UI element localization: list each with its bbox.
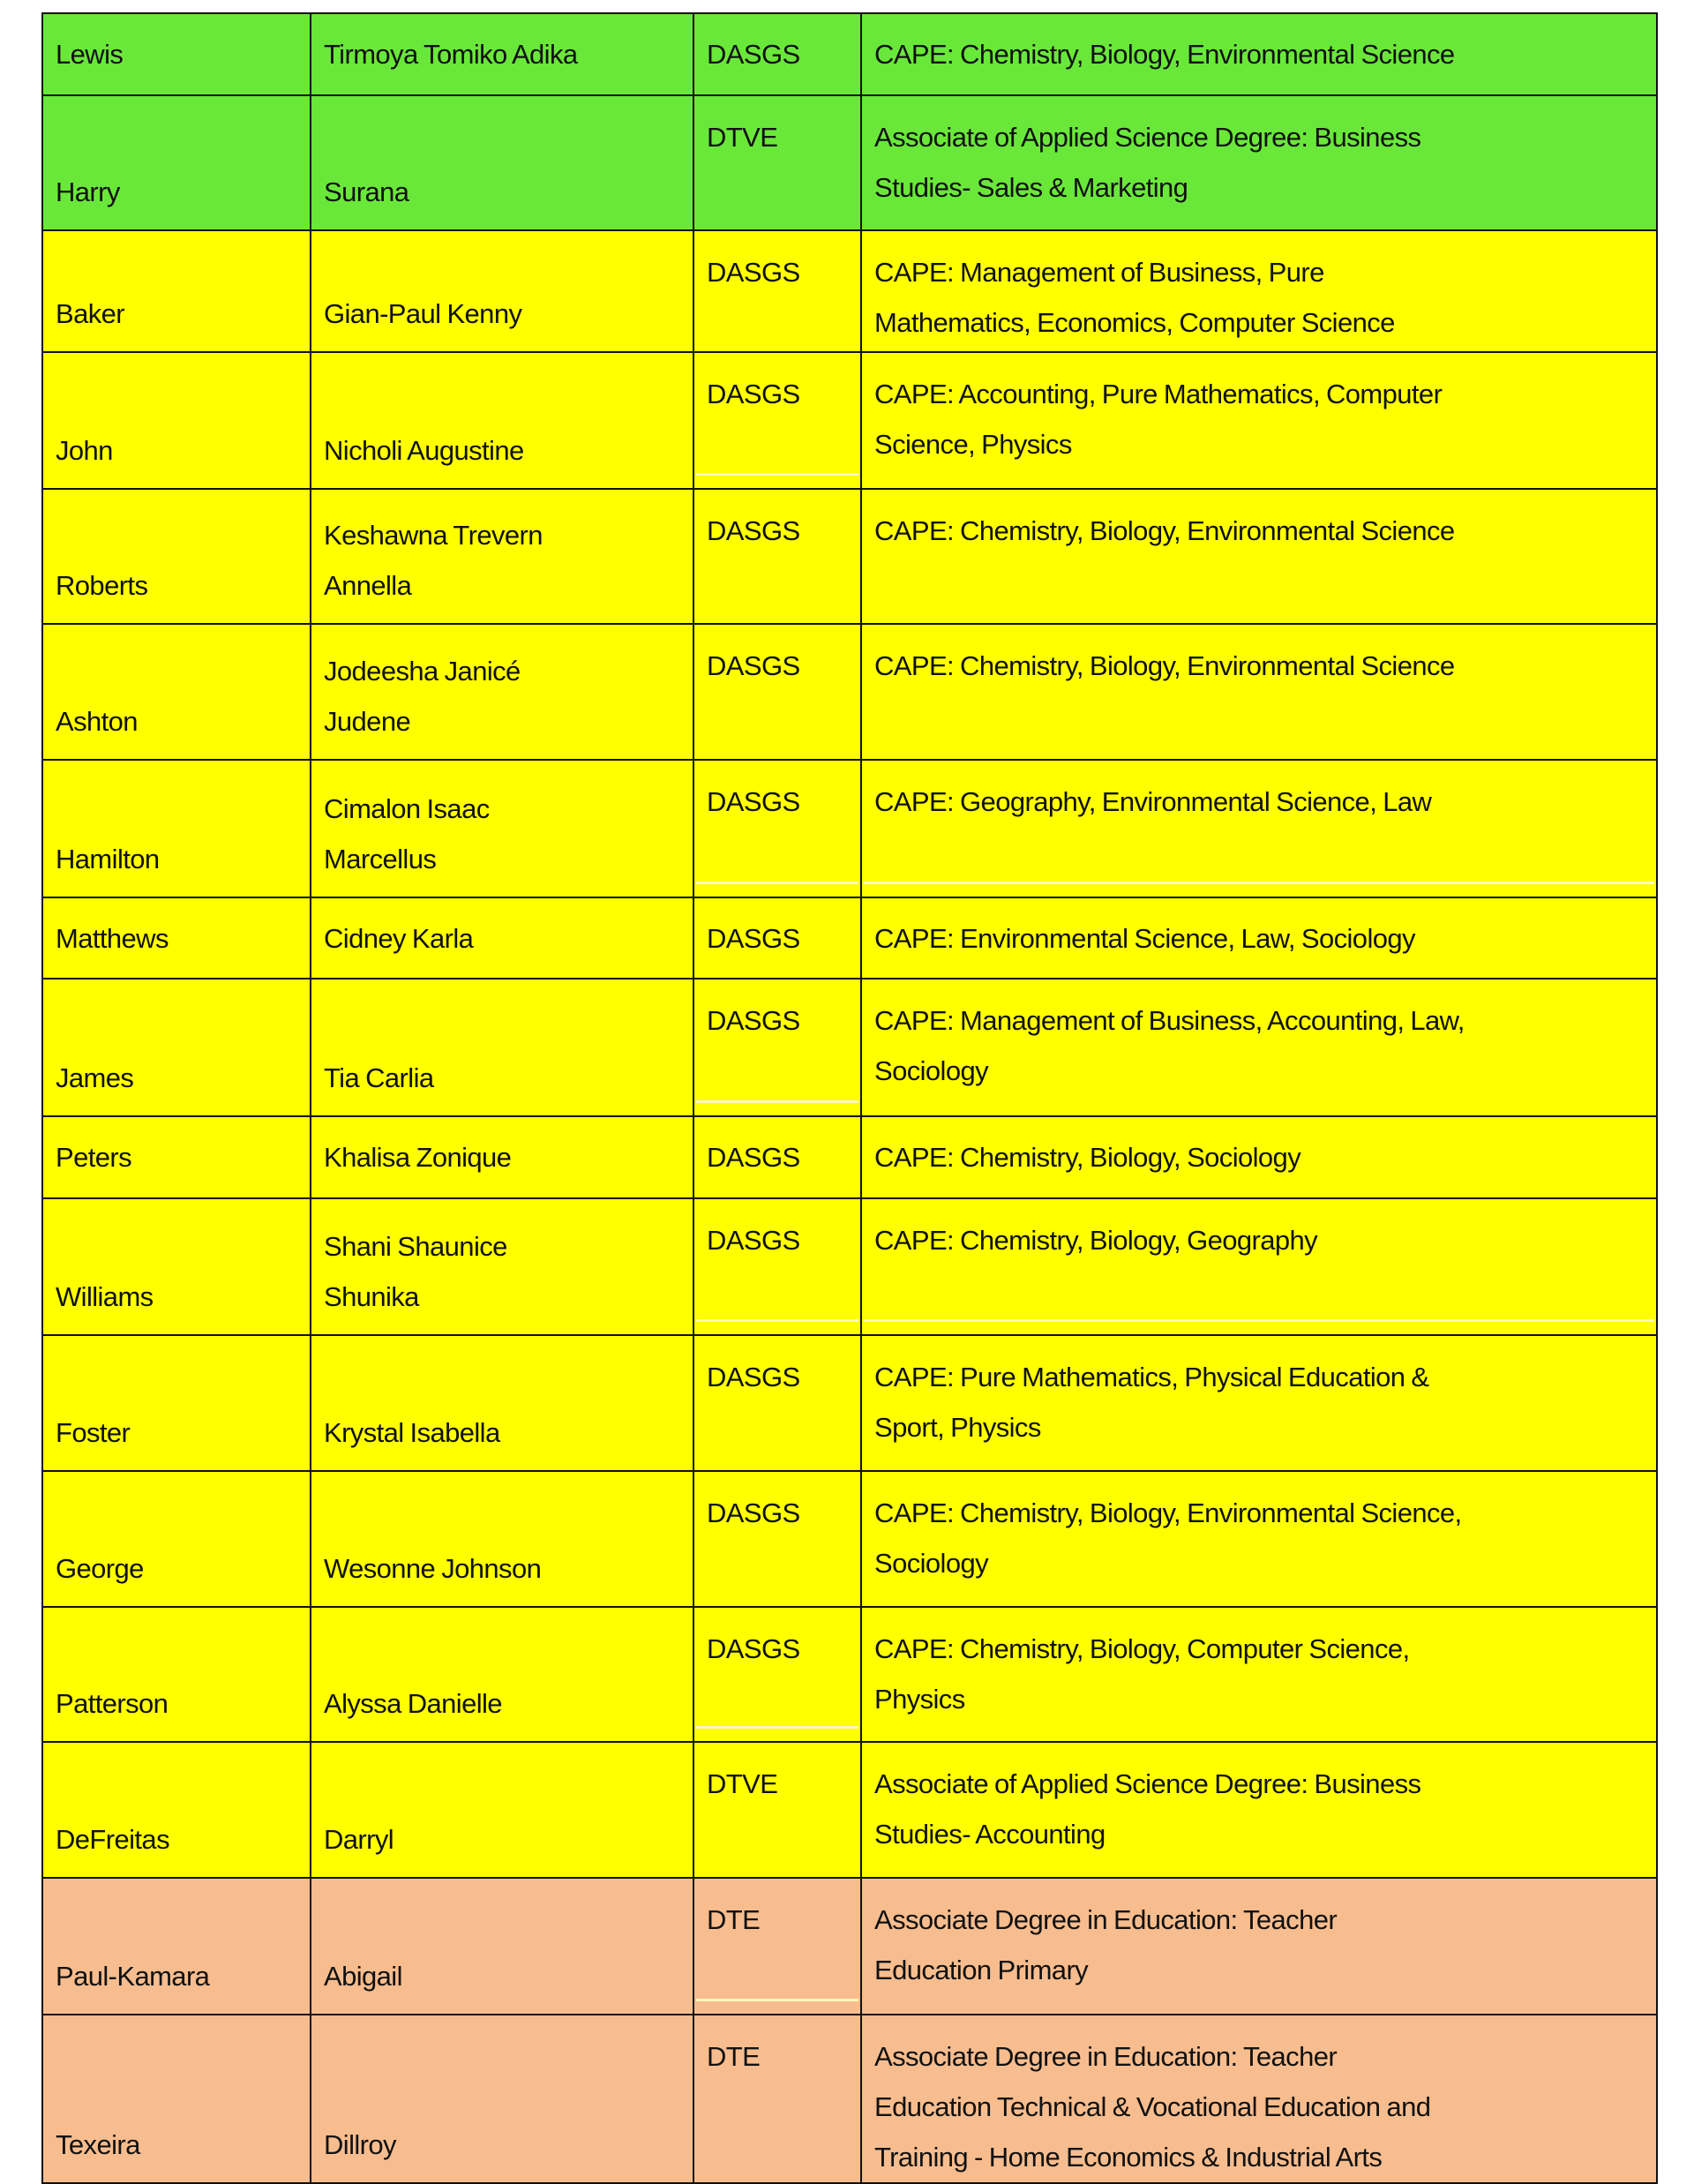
- programme-cell-text: CAPE: Chemistry, Biology, Environmental Science: [874, 650, 1455, 681]
- programme-cell-text: CAPE: Management of Business, Accounting, Law,: [874, 1005, 1465, 1036]
- first-names-cell-text: Krystal Isabella: [324, 1417, 500, 1448]
- division-cell-text: DASGS: [707, 1225, 800, 1256]
- first-names-cell: [311, 1878, 693, 2015]
- table-row: [42, 1116, 1657, 1198]
- surname-cell-text: Paul-Kamara: [56, 1961, 210, 1992]
- surname-cell: [42, 624, 311, 760]
- division-cell: [693, 13, 861, 95]
- table-row: [42, 979, 1657, 1116]
- division-cell: [693, 897, 861, 979]
- surname-cell: [42, 230, 311, 352]
- programme-cell: [861, 352, 1657, 489]
- surname-cell-text: John: [56, 435, 113, 466]
- first-names-cell: [311, 352, 693, 489]
- surname-cell: [42, 1878, 311, 2015]
- surname-cell: [42, 1742, 311, 1878]
- programme-cell-text: CAPE: Management of Business, Pure: [874, 257, 1324, 288]
- programme-cell: [861, 13, 1657, 95]
- surname-cell-text: Hamilton: [56, 844, 160, 874]
- division-cell-text: DTE: [707, 1904, 761, 1935]
- surname-cell-text: Baker: [56, 298, 124, 329]
- programme-cell-text: Associate Degree in Education: Teacher: [874, 1904, 1338, 1935]
- cell-divider-artifact: [696, 1100, 858, 1103]
- programme-cell-text: CAPE: Accounting, Pure Mathematics, Computer: [874, 379, 1443, 409]
- first-names-cell: [311, 95, 693, 230]
- programme-cell-text: Science, Physics: [874, 429, 1072, 460]
- cell-divider-artifact: [864, 882, 1654, 884]
- division-cell: [693, 1742, 861, 1878]
- cell-divider-artifact: [696, 1726, 858, 1729]
- table-row: [42, 760, 1657, 897]
- surname-cell-text: Williams: [56, 1281, 154, 1312]
- first-names-cell-text: Tia Carlia: [324, 1062, 434, 1093]
- division-cell-text: DASGS: [707, 922, 800, 954]
- division-cell-text: DTVE: [707, 122, 778, 153]
- programme-cell-text: Associate of Applied Science Degree: Business: [874, 122, 1421, 153]
- students-table: [41, 12, 1658, 2184]
- surname-cell: [42, 1335, 311, 1471]
- first-names-cell-text: Shani Shaunice: [324, 1231, 507, 1262]
- table-row: [42, 1607, 1657, 1742]
- first-names-cell-text: Nicholi Augustine: [324, 435, 524, 466]
- surname-cell-text: Harry: [56, 176, 120, 207]
- first-names-cell-text: Marcellus: [324, 844, 437, 874]
- surname-cell: [42, 489, 311, 624]
- programme-cell: [861, 1335, 1657, 1471]
- surname-cell-text: George: [56, 1553, 144, 1584]
- table-row: [42, 1878, 1657, 2015]
- first-names-cell-text: Tirmoya Tomiko Adika: [324, 39, 578, 70]
- programme-cell-text: Sociology: [874, 1055, 989, 1086]
- division-cell: [693, 489, 861, 624]
- cell-divider-artifact: [696, 473, 858, 476]
- programme-cell-text: CAPE: Environmental Science, Law, Sociology: [874, 922, 1415, 954]
- division-cell-text: DASGS: [707, 1497, 800, 1528]
- surname-cell: [42, 2015, 311, 2183]
- programme-cell-text: Physics: [874, 1684, 965, 1715]
- first-names-cell-text: Alyssa Danielle: [324, 1688, 502, 1719]
- table-row: [42, 95, 1657, 230]
- surname-cell-text: Ashton: [56, 706, 138, 737]
- table-row: [42, 1742, 1657, 1878]
- programme-cell-text: CAPE: Chemistry, Biology, Sociology: [874, 1142, 1301, 1173]
- programme-cell-text: CAPE: Chemistry, Biology, Computer Science,: [874, 1633, 1410, 1664]
- programme-cell: [861, 979, 1657, 1116]
- programme-cell-text: CAPE: Geography, Environmental Science, Law: [874, 786, 1432, 817]
- table-row: [42, 1471, 1657, 1607]
- table-row: [42, 2015, 1657, 2183]
- programme-cell-text: Education Technical & Vocational Education and: [874, 2091, 1431, 2122]
- programme-cell-text: Studies- Sales & Marketing: [874, 172, 1188, 203]
- division-cell-text: DASGS: [707, 650, 800, 681]
- division-cell-text: DASGS: [707, 1633, 800, 1664]
- programme-cell: [861, 760, 1657, 897]
- programme-cell: [861, 1116, 1657, 1198]
- programme-cell: [861, 489, 1657, 624]
- programme-cell-text: Mathematics, Economics, Computer Science: [874, 307, 1395, 338]
- surname-cell-text: DeFreitas: [56, 1824, 169, 1855]
- surname-cell: [42, 1116, 311, 1198]
- surname-cell-text: Roberts: [56, 570, 148, 601]
- cell-divider-artifact: [696, 882, 858, 884]
- first-names-cell-text: Cimalon Isaac: [324, 793, 490, 824]
- programme-cell: [861, 2015, 1657, 2183]
- programme-cell-text: Associate of Applied Science Degree: Business: [874, 1768, 1421, 1799]
- division-cell: [693, 352, 861, 489]
- first-names-cell: [311, 760, 693, 897]
- first-names-cell-text: Shunika: [324, 1281, 419, 1312]
- surname-cell-text: Patterson: [56, 1688, 169, 1719]
- programme-cell-text: Training - Home Economics & Industrial Arts: [874, 2142, 1383, 2173]
- programme-cell: [861, 1742, 1657, 1878]
- programme-cell-text: CAPE: Pure Mathematics, Physical Education &: [874, 1362, 1429, 1392]
- first-names-cell: [311, 1607, 693, 1742]
- division-cell: [693, 760, 861, 897]
- table-row: [42, 230, 1657, 352]
- surname-cell: [42, 352, 311, 489]
- first-names-cell-text: Judene: [324, 706, 411, 737]
- first-names-cell: [311, 13, 693, 95]
- first-names-cell: [311, 489, 693, 624]
- first-names-cell: [311, 1198, 693, 1335]
- surname-cell: [42, 1471, 311, 1607]
- surname-cell-text: Matthews: [56, 922, 169, 954]
- programme-cell: [861, 624, 1657, 760]
- surname-cell: [42, 1607, 311, 1742]
- division-cell-text: DASGS: [707, 39, 800, 70]
- first-names-cell-text: Cidney Karla: [324, 922, 474, 954]
- division-cell: [693, 2015, 861, 2183]
- programme-cell: [861, 95, 1657, 230]
- surname-cell: [42, 1198, 311, 1335]
- surname-cell: [42, 897, 311, 979]
- first-names-cell-text: Surana: [324, 176, 409, 207]
- division-cell-text: DASGS: [707, 1142, 800, 1173]
- division-cell: [693, 1335, 861, 1471]
- programme-cell-text: CAPE: Chemistry, Biology, Geography: [874, 1225, 1318, 1256]
- table-row: [42, 489, 1657, 624]
- surname-cell: [42, 760, 311, 897]
- table-row: [42, 1198, 1657, 1335]
- division-cell-text: DTVE: [707, 1768, 778, 1799]
- first-names-cell-text: Abigail: [324, 1961, 402, 1992]
- first-names-cell-text: Darryl: [324, 1824, 394, 1855]
- programme-cell-text: CAPE: Chemistry, Biology, Environmental Science: [874, 39, 1455, 70]
- surname-cell-text: Texeira: [56, 2129, 140, 2160]
- division-cell: [693, 1878, 861, 2015]
- first-names-cell-text: Gian-Paul Kenny: [324, 298, 522, 329]
- students-table-body: [42, 13, 1657, 2183]
- surname-cell-text: Lewis: [56, 39, 124, 70]
- cell-divider-artifact: [864, 1319, 1654, 1322]
- cell-divider-artifact: [696, 1999, 858, 2001]
- table-row: [42, 352, 1657, 489]
- programme-cell: [861, 1471, 1657, 1607]
- division-cell-text: DTE: [707, 2041, 761, 2072]
- surname-cell: [42, 13, 311, 95]
- first-names-cell: [311, 230, 693, 352]
- division-cell-text: DASGS: [707, 786, 800, 817]
- division-cell: [693, 1198, 861, 1335]
- programme-cell: [861, 230, 1657, 352]
- first-names-cell: [311, 2015, 693, 2183]
- programme-cell-text: Sport, Physics: [874, 1412, 1041, 1443]
- surname-cell-text: Foster: [56, 1417, 131, 1448]
- first-names-cell-text: Keshawna Trevern: [324, 520, 543, 551]
- division-cell: [693, 624, 861, 760]
- division-cell-text: DASGS: [707, 515, 800, 546]
- first-names-cell-text: Jodeesha Janicé: [324, 656, 521, 687]
- division-cell: [693, 95, 861, 230]
- surname-cell: [42, 95, 311, 230]
- programme-cell-text: Studies- Accounting: [874, 1819, 1106, 1850]
- division-cell: [693, 230, 861, 352]
- surname-cell-text: Peters: [56, 1142, 131, 1173]
- division-cell-text: DASGS: [707, 379, 800, 409]
- programme-cell-text: Education Primary: [874, 1955, 1089, 1985]
- programme-cell: [861, 897, 1657, 979]
- table-row: [42, 897, 1657, 979]
- first-names-cell: [311, 1116, 693, 1198]
- table-row: [42, 1335, 1657, 1471]
- table-row: [42, 13, 1657, 95]
- first-names-cell: [311, 624, 693, 760]
- surname-cell-text: James: [56, 1062, 134, 1093]
- division-cell: [693, 1607, 861, 1742]
- programme-cell-text: Sociology: [874, 1548, 989, 1579]
- division-cell-text: DASGS: [707, 1005, 800, 1036]
- cell-divider-artifact: [696, 1319, 858, 1322]
- programme-cell: [861, 1198, 1657, 1335]
- first-names-cell-text: Annella: [324, 570, 412, 601]
- programme-cell-text: CAPE: Chemistry, Biology, Environmental Science,: [874, 1497, 1462, 1528]
- division-cell: [693, 1471, 861, 1607]
- division-cell: [693, 1116, 861, 1198]
- surname-cell: [42, 979, 311, 1116]
- first-names-cell-text: Dillroy: [324, 2129, 396, 2160]
- programme-cell: [861, 1607, 1657, 1742]
- division-cell-text: DASGS: [707, 1362, 800, 1392]
- programme-cell: [861, 1878, 1657, 2015]
- division-cell-text: DASGS: [707, 257, 800, 288]
- first-names-cell: [311, 1335, 693, 1471]
- table-row: [42, 624, 1657, 760]
- first-names-cell-text: Wesonne Johnson: [324, 1553, 542, 1584]
- first-names-cell: [311, 979, 693, 1116]
- first-names-cell: [311, 1742, 693, 1878]
- first-names-cell: [311, 1471, 693, 1607]
- first-names-cell: [311, 897, 693, 979]
- programme-cell-text: Associate Degree in Education: Teacher: [874, 2041, 1338, 2072]
- first-names-cell-text: Khalisa Zonique: [324, 1142, 512, 1173]
- division-cell: [693, 979, 861, 1116]
- programme-cell-text: CAPE: Chemistry, Biology, Environmental Science: [874, 515, 1455, 546]
